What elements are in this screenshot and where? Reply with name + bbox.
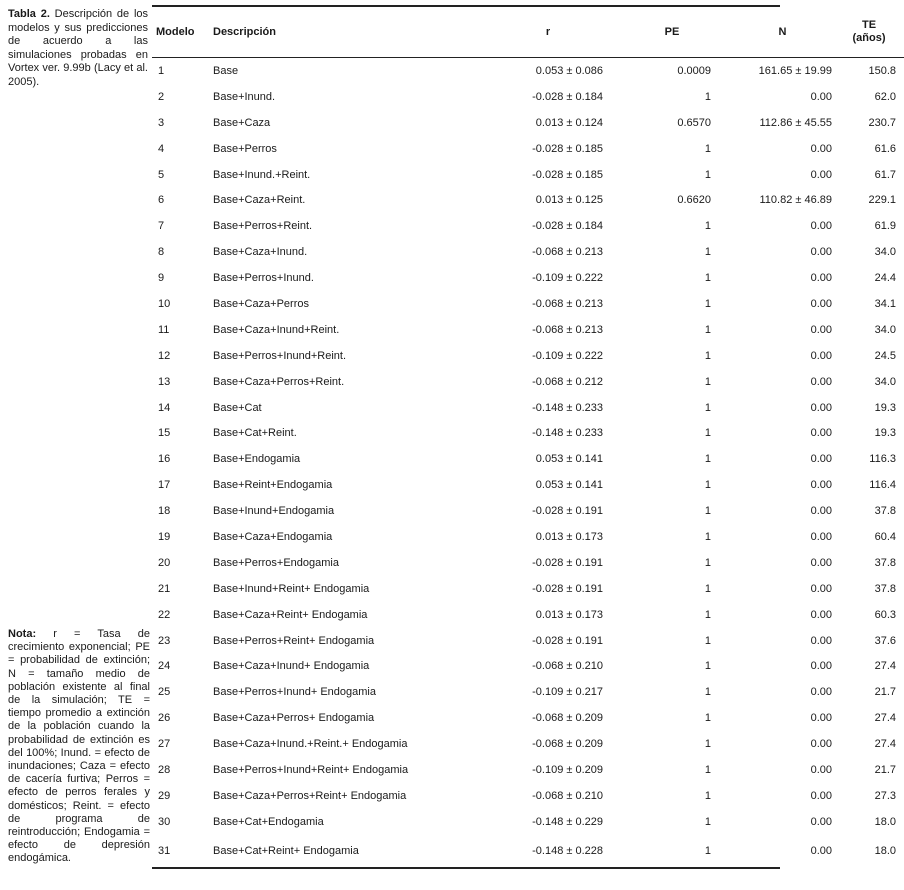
cell-pe: 1 xyxy=(704,401,711,414)
cell-modelo: 28 xyxy=(158,763,171,776)
cell-te: 60.3 xyxy=(874,608,896,621)
cell-descripcion: Base+Caza+Perros+Reint+ Endogamia xyxy=(213,789,407,802)
cell-te: 34.0 xyxy=(874,375,896,388)
table-row xyxy=(152,110,904,136)
table-row xyxy=(152,757,904,783)
cell-n: 0.00 xyxy=(810,90,832,103)
cell-n: 0.00 xyxy=(810,608,832,621)
cell-descripcion: Base+Perros+Inund+Reint. xyxy=(213,349,347,362)
cell-r: 0.053 ± 0.141 xyxy=(535,453,603,466)
table-row xyxy=(152,291,904,317)
table-row xyxy=(152,783,904,809)
cell-pe: 0.6620 xyxy=(677,194,711,207)
table-row xyxy=(152,395,904,421)
cell-r: -0.148 ± 0.228 xyxy=(532,844,603,857)
cell-descripcion: Base+Cat+Reint. xyxy=(213,427,297,440)
cell-modelo: 9 xyxy=(158,272,165,285)
cell-te: 24.4 xyxy=(874,272,896,285)
cell-descripcion: Base+Caza+Inund+Reint. xyxy=(213,323,340,336)
cell-pe: 1 xyxy=(704,479,711,492)
table-row xyxy=(152,679,904,705)
cell-pe: 1 xyxy=(704,763,711,776)
cell-n: 110.82 ± 46.89 xyxy=(759,194,832,207)
cell-n: 0.00 xyxy=(810,479,832,492)
table-row xyxy=(152,265,904,291)
table-note xyxy=(8,628,150,866)
cell-pe: 1 xyxy=(704,297,711,310)
table-row xyxy=(152,498,904,524)
note-label: Nota: xyxy=(8,628,37,640)
cell-te: 61.9 xyxy=(874,220,896,233)
cell-n: 0.00 xyxy=(810,323,832,336)
table-row xyxy=(152,162,904,188)
cell-n: 0.00 xyxy=(810,582,832,595)
cell-n: 0.00 xyxy=(810,738,832,751)
cell-r: -0.028 ± 0.184 xyxy=(532,90,603,103)
cell-n: 0.00 xyxy=(810,844,832,857)
cell-modelo: 24 xyxy=(158,660,171,673)
table-row xyxy=(152,524,904,550)
cell-n: 0.00 xyxy=(810,815,832,828)
table-header xyxy=(152,7,904,58)
cell-pe: 1 xyxy=(704,815,711,828)
cell-modelo: 13 xyxy=(158,375,171,388)
cell-r: -0.028 ± 0.191 xyxy=(532,582,603,595)
cell-pe: 1 xyxy=(704,272,711,285)
cell-r: -0.028 ± 0.185 xyxy=(532,168,603,181)
cell-modelo: 29 xyxy=(158,789,171,802)
header-pe: PE xyxy=(603,7,711,58)
cell-modelo: 7 xyxy=(158,220,165,233)
cell-te: 24.5 xyxy=(874,349,896,362)
cell-pe: 1 xyxy=(704,556,711,569)
cell-r: 0.053 ± 0.086 xyxy=(535,64,603,77)
cell-n: 0.00 xyxy=(810,660,832,673)
header-row xyxy=(152,7,904,58)
cell-r: -0.109 ± 0.222 xyxy=(532,272,603,285)
cell-descripcion: Base+Endogamia xyxy=(213,453,301,466)
header-n: N xyxy=(711,7,832,58)
cell-modelo: 19 xyxy=(158,530,171,543)
cell-r: 0.013 ± 0.125 xyxy=(535,194,603,207)
cell-descripcion: Base xyxy=(213,64,239,77)
cell-pe: 1 xyxy=(704,738,711,751)
cell-pe: 1 xyxy=(704,90,711,103)
cell-r: -0.109 ± 0.222 xyxy=(532,349,603,362)
table-row xyxy=(152,472,904,498)
cell-modelo: 23 xyxy=(158,634,171,647)
cell-pe: 1 xyxy=(704,142,711,155)
table-row xyxy=(152,369,904,395)
cell-descripcion: Base+Reint+Endogamia xyxy=(213,479,333,492)
table-row xyxy=(152,136,904,162)
cell-pe: 1 xyxy=(704,323,711,336)
cell-te: 61.6 xyxy=(874,142,896,155)
cell-r: -0.148 ± 0.233 xyxy=(532,427,603,440)
cell-descripcion: Base+Caza+Reint+ Endogamia xyxy=(213,608,368,621)
cell-modelo: 26 xyxy=(158,712,171,725)
cell-descripcion: Base+Caza+Perros+ Endogamia xyxy=(213,712,375,725)
cell-te: 19.3 xyxy=(874,427,896,440)
cell-modelo: 25 xyxy=(158,686,171,699)
cell-te: 37.8 xyxy=(874,556,896,569)
header-descripcion: Descripción xyxy=(213,7,443,58)
table-row xyxy=(152,213,904,239)
table-row xyxy=(152,343,904,369)
table-row xyxy=(152,602,904,628)
cell-n: 161.65 ± 19.99 xyxy=(758,64,832,77)
header-te-label: TE xyxy=(861,19,877,31)
cell-descripcion: Base+Caza+Inund.+Reint.+ Endogamia xyxy=(213,738,408,751)
header-te xyxy=(832,7,904,58)
cell-pe: 1 xyxy=(704,660,711,673)
cell-te: 61.7 xyxy=(874,168,896,181)
cell-modelo: 16 xyxy=(158,453,171,466)
cell-te: 37.8 xyxy=(874,505,896,518)
cell-r: -0.068 ± 0.209 xyxy=(532,712,603,725)
cell-modelo: 1 xyxy=(158,64,165,77)
cell-pe: 1 xyxy=(704,712,711,725)
cell-modelo: 20 xyxy=(158,556,171,569)
cell-descripcion: Base+Inund. xyxy=(213,90,276,103)
table-body xyxy=(152,58,904,867)
cell-modelo: 2 xyxy=(158,90,165,103)
cell-te: 34.1 xyxy=(874,297,896,310)
cell-modelo: 18 xyxy=(158,505,171,518)
cell-descripcion: Base+Caza+Reint. xyxy=(213,194,306,207)
cell-modelo: 11 xyxy=(158,323,170,336)
cell-r: -0.068 ± 0.213 xyxy=(532,246,603,259)
cell-n: 0.00 xyxy=(810,349,832,362)
cell-r: -0.068 ± 0.213 xyxy=(532,323,603,336)
cell-te: 60.4 xyxy=(874,530,896,543)
cell-descripcion: Base+Inund+Endogamia xyxy=(213,505,335,518)
cell-te: 62.0 xyxy=(874,90,896,103)
cell-pe: 1 xyxy=(704,789,711,802)
cell-n: 0.00 xyxy=(810,142,832,155)
cell-descripcion: Base+Cat xyxy=(213,401,262,414)
cell-descripcion: Base+Perros+Inund+Reint+ Endogamia xyxy=(213,763,409,776)
cell-pe: 1 xyxy=(704,220,711,233)
table-row xyxy=(152,58,904,84)
cell-modelo: 27 xyxy=(158,738,171,751)
table-row xyxy=(152,239,904,265)
cell-modelo: 3 xyxy=(158,116,165,129)
cell-r: -0.148 ± 0.229 xyxy=(532,815,603,828)
cell-pe: 1 xyxy=(704,582,711,595)
cell-pe: 0.6570 xyxy=(677,116,711,129)
cell-pe: 0.0009 xyxy=(677,64,711,77)
cell-pe: 1 xyxy=(704,505,711,518)
cell-te: 116.4 xyxy=(869,479,896,492)
cell-descripcion: Base+Caza+Perros xyxy=(213,297,309,310)
cell-te: 21.7 xyxy=(874,686,896,699)
table-row xyxy=(152,550,904,576)
cell-descripcion: Base+Perros+Reint. xyxy=(213,220,313,233)
cell-descripcion: Base+Caza+Inund. xyxy=(213,246,308,259)
cell-r: 0.013 ± 0.173 xyxy=(535,608,603,621)
cell-r: 0.013 ± 0.173 xyxy=(535,530,603,543)
cell-pe: 1 xyxy=(704,349,711,362)
cell-pe: 1 xyxy=(704,686,711,699)
cell-te: 116.3 xyxy=(869,453,896,466)
cell-n: 0.00 xyxy=(810,168,832,181)
cell-descripcion: Base+Caza+Inund+ Endogamia xyxy=(213,660,370,673)
cell-descripcion: Base+Cat+Reint+ Endogamia xyxy=(213,844,359,857)
cell-descripcion: Base+Caza+Endogamia xyxy=(213,530,333,543)
cell-r: -0.068 ± 0.209 xyxy=(532,738,603,751)
cell-modelo: 8 xyxy=(158,246,165,259)
cell-descripcion: Base+Inund+Reint+ Endogamia xyxy=(213,582,370,595)
cell-r: -0.068 ± 0.210 xyxy=(532,660,603,673)
table-row xyxy=(152,187,904,213)
cell-modelo: 21 xyxy=(158,582,171,595)
cell-te: 37.8 xyxy=(874,582,896,595)
cell-n: 0.00 xyxy=(810,789,832,802)
cell-n: 0.00 xyxy=(810,556,832,569)
caption-label: Tabla 2. xyxy=(8,8,50,20)
cell-te: 19.3 xyxy=(874,401,896,414)
table-row xyxy=(152,317,904,343)
cell-pe: 1 xyxy=(704,608,711,621)
cell-te: 27.4 xyxy=(874,712,896,725)
cell-n: 0.00 xyxy=(810,297,832,310)
cell-n: 0.00 xyxy=(810,375,832,388)
caption-text: Descripción de los modelos y sus predicciones de acuerdo a las simulaciones probadas en Vortex ver. 9.99b (Lacy et al. 2005). xyxy=(8,8,148,88)
table-row xyxy=(152,731,904,757)
table-row xyxy=(152,576,904,602)
cell-modelo: 4 xyxy=(158,142,165,155)
cell-n: 0.00 xyxy=(810,453,832,466)
table-row xyxy=(152,705,904,731)
table-row xyxy=(152,835,904,867)
cell-modelo: 6 xyxy=(158,194,165,207)
cell-modelo: 30 xyxy=(158,815,171,828)
cell-modelo: 14 xyxy=(158,401,171,414)
cell-descripcion: Base+Perros+Reint+ Endogamia xyxy=(213,634,375,647)
cell-te: 34.0 xyxy=(874,323,896,336)
cell-r: -0.109 ± 0.217 xyxy=(532,686,603,699)
cell-modelo: 12 xyxy=(158,349,171,362)
cell-te: 18.0 xyxy=(874,815,896,828)
cell-n: 0.00 xyxy=(810,427,832,440)
cell-te: 37.6 xyxy=(874,634,896,647)
cell-pe: 1 xyxy=(704,634,711,647)
cell-n: 0.00 xyxy=(810,505,832,518)
cell-r: -0.028 ± 0.184 xyxy=(532,220,603,233)
cell-pe: 1 xyxy=(704,844,711,857)
cell-n: 0.00 xyxy=(810,712,832,725)
cell-modelo: 31 xyxy=(158,844,171,857)
header-modelo: Modelo xyxy=(152,7,213,58)
table-row xyxy=(152,84,904,110)
cell-n: 0.00 xyxy=(810,220,832,233)
cell-descripcion: Base+Perros+Inund. xyxy=(213,272,314,285)
cell-te: 27.3 xyxy=(874,789,896,802)
cell-r: -0.068 ± 0.212 xyxy=(532,375,603,388)
cell-n: 0.00 xyxy=(810,272,832,285)
cell-r: -0.028 ± 0.191 xyxy=(532,505,603,518)
table-row xyxy=(152,809,904,835)
cell-pe: 1 xyxy=(704,246,711,259)
header-r: r xyxy=(443,7,603,58)
table-row xyxy=(152,446,904,472)
cell-descripcion: Base+Perros+Inund+ Endogamia xyxy=(213,686,376,699)
cell-r: -0.028 ± 0.191 xyxy=(532,556,603,569)
cell-r: -0.028 ± 0.185 xyxy=(532,142,603,155)
cell-descripcion: Base+Perros+Endogamia xyxy=(213,556,339,569)
cell-descripcion: Base+Perros xyxy=(213,142,277,155)
cell-n: 0.00 xyxy=(810,530,832,543)
header-te-unit: (años) xyxy=(852,32,886,44)
cell-pe: 1 xyxy=(704,530,711,543)
cell-te: 229.1 xyxy=(868,194,896,207)
cell-r: 0.013 ± 0.124 xyxy=(535,116,603,129)
cell-n: 0.00 xyxy=(810,763,832,776)
cell-pe: 1 xyxy=(704,168,711,181)
cell-r: -0.109 ± 0.209 xyxy=(532,763,603,776)
cell-descripcion: Base+Inund.+Reint. xyxy=(213,168,311,181)
cell-te: 27.4 xyxy=(874,660,896,673)
cell-descripcion: Base+Caza+Perros+Reint. xyxy=(213,375,345,388)
note-text: r = Tasa de crecimiento exponencial; PE = probabilidad de extinción; N = tamaño medio de población existente al final de la simulación; TE = tiempo promedio a extinción de la población cuando la probabilidad de extinción es del 100%; Inund. = efecto de inundaciones; Caza = efecto de cacería furtiva; Perros = efecto de perros ferales y domésticos; Reint. = efecto de programa de reintroducción; Endogamia = efecto de depresión endogámica. xyxy=(8,628,150,865)
cell-te: 34.0 xyxy=(874,246,896,259)
cell-n: 0.00 xyxy=(810,246,832,259)
cell-n: 0.00 xyxy=(810,686,832,699)
cell-r: -0.028 ± 0.191 xyxy=(532,634,603,647)
cell-r: -0.068 ± 0.213 xyxy=(532,297,603,310)
cell-te: 230.7 xyxy=(868,116,896,129)
cell-r: -0.148 ± 0.233 xyxy=(532,401,603,414)
cell-modelo: 15 xyxy=(158,427,171,440)
table-row xyxy=(152,420,904,446)
cell-modelo: 17 xyxy=(158,479,171,492)
cell-pe: 1 xyxy=(704,453,711,466)
table-row xyxy=(152,653,904,679)
cell-r: -0.068 ± 0.210 xyxy=(532,789,603,802)
cell-descripcion: Base+Cat+Endogamia xyxy=(213,815,324,828)
cell-te: 18.0 xyxy=(874,844,896,857)
cell-n: 0.00 xyxy=(810,401,832,414)
cell-modelo: 10 xyxy=(158,297,171,310)
table-caption xyxy=(8,8,148,89)
cell-modelo: 22 xyxy=(158,608,171,621)
cell-r: 0.053 ± 0.141 xyxy=(535,479,603,492)
table-row xyxy=(152,628,904,654)
cell-te: 150.8 xyxy=(868,64,896,77)
cell-descripcion: Base+Caza xyxy=(213,116,271,129)
cell-modelo: 5 xyxy=(158,168,165,181)
cell-te: 21.7 xyxy=(874,763,896,776)
models-table xyxy=(152,7,904,867)
data-table-container xyxy=(152,5,896,869)
cell-te: 27.4 xyxy=(874,738,896,751)
cell-pe: 1 xyxy=(704,427,711,440)
cell-n: 112.86 ± 45.55 xyxy=(759,116,832,129)
cell-n: 0.00 xyxy=(810,634,832,647)
cell-pe: 1 xyxy=(704,375,711,388)
